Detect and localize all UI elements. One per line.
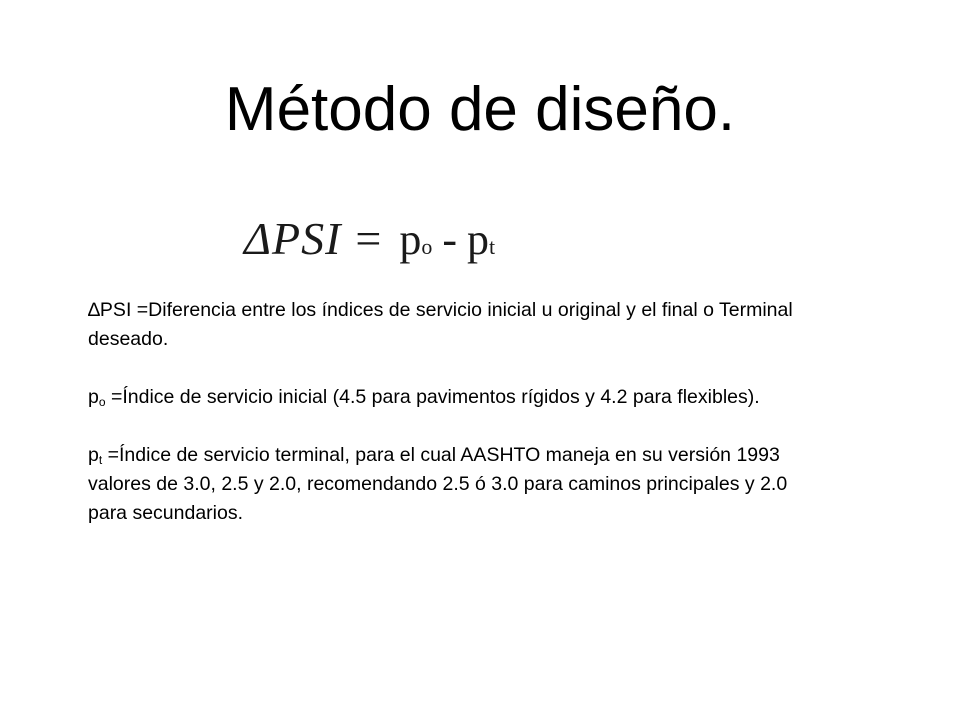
- definition-delta-psi: [88, 296, 828, 354]
- formula-equals-sign: =: [355, 213, 382, 264]
- definition-text: =Índice de servicio terminal, para el cual AASHTO maneja en su versión 1993 valores de 3.0, 2.5 y 2.0, recomendando 2.5 ó 3.0 para caminos principales y 2.0 para secundarios.: [88, 444, 788, 524]
- definition-symbol-subscript: o: [98, 395, 106, 409]
- definition-text: =Índice de servicio inicial (4.5 para pavimentos rígidos y 4.2 para flexibles).: [105, 386, 760, 408]
- definition-symbol: ∆PSI: [88, 299, 132, 321]
- definition-terminal-index: [88, 441, 828, 528]
- formula-initial-index-subscript: o: [421, 234, 433, 259]
- definition-text: =Diferencia entre los índices de servicio inicial u original y el final o Terminal deseado.: [88, 299, 793, 350]
- formula-terminal-index-subscript: t: [489, 234, 496, 259]
- definitions-block: [88, 296, 828, 557]
- psi-formula: [244, 212, 495, 272]
- definition-initial-index: [88, 383, 828, 412]
- definition-symbol: p: [88, 386, 99, 408]
- slide-title: Método de diseño.: [224, 75, 736, 144]
- definition-symbol: p: [88, 444, 99, 466]
- formula-lhs: ΔPSI: [244, 213, 342, 264]
- formula-terminal-index: [467, 215, 495, 264]
- formula-minus-sign: -: [442, 215, 458, 264]
- formula-initial-index-base: p: [399, 215, 422, 264]
- definition-symbol-subscript: t: [98, 453, 103, 467]
- formula-initial-index: [399, 215, 432, 264]
- formula-terminal-index-base: p: [467, 215, 490, 264]
